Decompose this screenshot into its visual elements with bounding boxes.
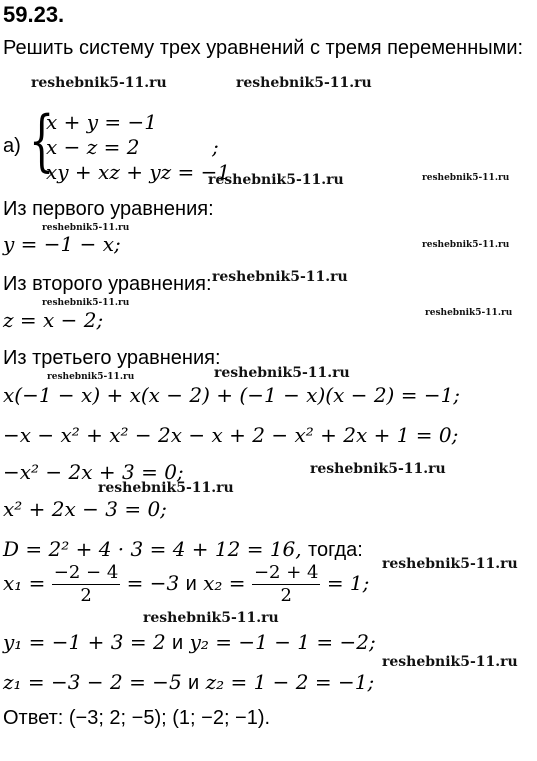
z2-equation: z₂ = 1 − 2 = −1; (205, 670, 375, 694)
and-word: и (185, 573, 197, 595)
step3-heading: Из третьего уравнения: (3, 347, 221, 369)
watermark: reshebnik5-11.ru (98, 480, 234, 496)
step3-line-3: −x² − 2x + 3 = 0; (3, 460, 184, 484)
problem-number: 59.23. (3, 2, 65, 27)
watermark: reshebnik5-11.ru (143, 610, 279, 626)
answer-label: Ответ: (3, 707, 64, 729)
x1-numerator: −2 − 4 (53, 562, 119, 583)
step1-equation: y = −1 − x; (3, 232, 121, 256)
x1-label: x₁ = (3, 571, 46, 595)
watermark: reshebnik5-11.ru (214, 365, 350, 381)
watermark: reshebnik5-11.ru (422, 173, 510, 183)
z-roots-line (3, 670, 374, 695)
y-roots-line (3, 630, 376, 655)
step3-line-1: x(−1 − x) + x(x − 2) + (−1 − x)(x − 2) = −1; (3, 383, 461, 407)
watermark: reshebnik5-11.ru (212, 269, 348, 285)
watermark: reshebnik5-11.ru (425, 308, 513, 318)
part-label: а) (3, 135, 21, 157)
and-word: и (188, 672, 200, 694)
x2-fraction (252, 562, 321, 607)
x1-result: = −3 (126, 571, 180, 595)
x2-denominator: 2 (252, 584, 321, 607)
x2-numerator: −2 + 4 (253, 562, 319, 583)
discriminant-line (3, 537, 363, 562)
x2-result: = 1; (326, 571, 370, 595)
y2-equation: y₂ = −1 − 1 = −2; (189, 630, 376, 654)
and-word: и (172, 632, 184, 654)
step2-equation: z = x − 2; (3, 308, 104, 332)
system-brace: { (29, 102, 55, 179)
watermark: reshebnik5-11.ru (42, 298, 130, 308)
step3-line-4: x² + 2x − 3 = 0; (3, 497, 167, 521)
discriminant-equation: D = 2² + 4 · 3 = 4 + 12 = 16, (3, 537, 302, 561)
z1-equation: z₁ = −3 − 2 = −5 (3, 670, 182, 694)
step2-heading: Из второго уравнения: (3, 273, 212, 295)
watermark: reshebnik5-11.ru (382, 654, 518, 670)
watermark: reshebnik5-11.ru (47, 372, 135, 382)
watermark: reshebnik5-11.ru (236, 75, 372, 91)
system-end-mark: ; (212, 135, 219, 159)
system-eq-3: xy + xz + yz = −1 (46, 160, 231, 184)
roots-x-line (3, 562, 369, 607)
watermark: reshebnik5-11.ru (310, 461, 446, 477)
task-statement: Решить систему трех уравнений с тремя переменными: (3, 37, 524, 59)
x2-label: x₂ = (203, 571, 246, 595)
watermark: reshebnik5-11.ru (208, 172, 344, 188)
discriminant-then: тогда: (308, 539, 363, 561)
answer-line (3, 707, 270, 730)
watermark: reshebnik5-11.ru (42, 223, 130, 233)
system-eq-1: x + y = −1 (46, 110, 158, 134)
step1-heading: Из первого уравнения: (3, 198, 214, 220)
step3-line-2: −x − x² + x² − 2x − x + 2 − x² + 2x + 1 = 0; (3, 423, 459, 447)
watermark: reshebnik5-11.ru (422, 240, 510, 250)
x1-fraction (52, 562, 121, 607)
watermark: reshebnik5-11.ru (31, 75, 167, 91)
y1-equation: y₁ = −1 + 3 = 2 (3, 630, 166, 654)
system-eq-2: x − z = 2 (46, 135, 140, 159)
answer-value: (−3; 2; −5); (1; −2; −1). (68, 707, 271, 729)
x1-denominator: 2 (52, 584, 121, 607)
watermark: reshebnik5-11.ru (382, 556, 518, 572)
